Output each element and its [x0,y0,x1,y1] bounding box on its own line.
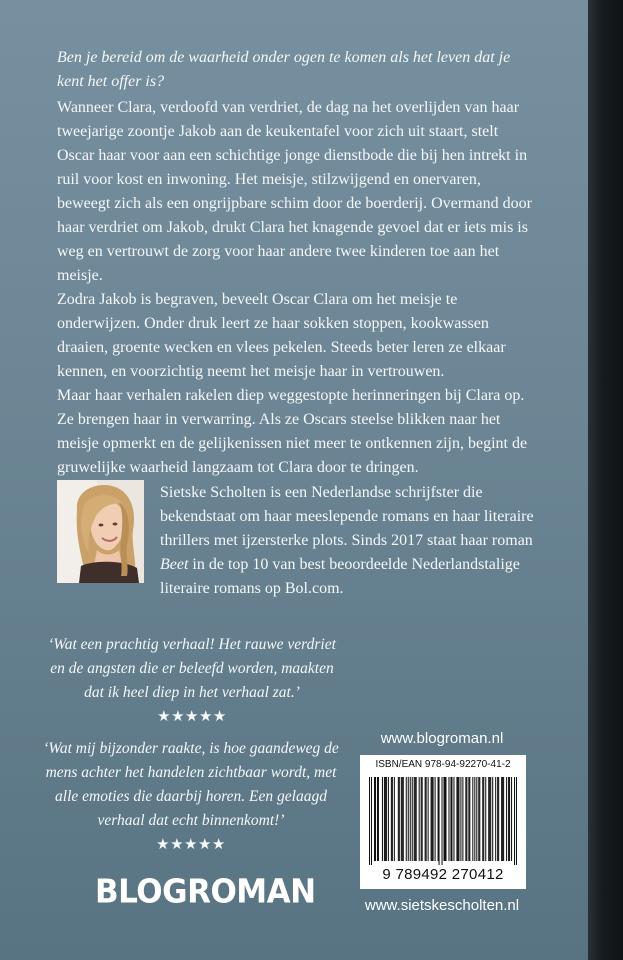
barcode-bar [492,777,493,861]
barcode-bar [369,777,370,865]
barcode-bar [483,777,484,861]
review-text: ‘Wat mij bijzonder raakte, is hoe gaandeweg de mens achter het handelen zichtbaar wordt, met alle emoties die daarbij horen. Een gelaagd verhaal dat echt binnenkomt!’ [43,740,339,829]
author-portrait-image [57,480,144,583]
barcode-bar [421,777,422,861]
book-title: Beet [160,556,189,573]
barcode-bar [399,777,400,861]
synopsis-paragraph: Zodra Jakob is begraven, beveelt Oscar Clara om het meisje te onderwijzen. Onder druk leert ze haar sokken stoppen, kookwassen draaien, groente wecken en vlees pekelen. Steeds beter leren ze elkaar kennen, en voorzichtig neemt het meisje haar in vertrouwen. [57,291,506,380]
barcode-bar [410,777,411,861]
barcode-bar [490,777,491,861]
barcode-bar [501,777,502,861]
barcode-bar [385,777,386,861]
barcode-bar [408,777,409,861]
publisher-logo: BLOGROMAN [95,873,316,911]
barcode [360,755,526,889]
barcode-bar [403,777,404,861]
barcode-bar [457,777,458,861]
barcode-bar [453,777,454,861]
barcode-bar [382,777,383,861]
barcode-bar [445,777,446,861]
barcode-bar [482,777,483,861]
barcode-bar [468,777,469,861]
barcode-bar [422,777,423,861]
barcode-bar [448,777,449,861]
barcode-bar [431,777,432,861]
author-photo [57,480,144,583]
barcode-bar [478,777,479,861]
barcode-bar [469,777,470,861]
tagline: Ben je bereid om de waarheid onder ogen te komen als het leven dat je kent het offer is? [57,49,511,90]
barcode-bar [466,777,467,861]
barcode-bar [516,777,517,865]
barcode-bar [497,777,498,861]
barcode-bar [485,777,486,861]
barcode-bar [378,777,379,861]
barcode-bar [514,777,515,865]
author-bio-text: Sietske Scholten is een Nederlandse schrijfster die bekendstaat om haar meeslepende romans en haar literaire thrillers met ijzersterke plots. Sinds 2017 staat haar roman [160,484,534,549]
barcode-bar [425,777,426,861]
author-bio-text: in de top 10 van best beoordeelde Nederlandstalige literaire romans op Bol.com. [160,556,520,597]
barcode-bar [444,777,445,861]
barcode-bar [398,777,399,861]
barcode-bar [426,777,427,861]
barcode-bar [438,777,439,861]
author-bio [160,481,538,601]
barcode-bar [401,777,402,861]
barcode-bar [391,777,392,861]
barcode-bar [474,777,475,861]
barcode-bar [458,777,459,861]
barcode-bar [412,777,413,861]
publisher-website: www.blogroman.nl [380,730,504,747]
barcode-bar [439,777,440,865]
review-text: ‘Wat een prachtig verhaal! Het rauwe verdriet en de angsten die er beleefd worden, maakten dat ik heel diep in het verhaal zat.’ [48,636,336,701]
barcode-bar [450,777,451,861]
barcode-bar [462,777,463,861]
barcode-bar [432,777,433,861]
barcode-bar [386,777,387,861]
barcode-bar [472,777,473,861]
barcode-bar [406,777,407,861]
barcode-bar [442,777,443,865]
barcode-bar [465,777,466,861]
review-quote [40,737,342,857]
barcode-bar [502,777,503,861]
book-spine-edge [588,0,623,960]
barcode-bar [511,777,512,861]
barcode-bar [503,777,504,861]
barcode-bar [388,777,389,861]
barcode-bar [433,777,434,861]
barcode-bar [414,777,415,861]
barcode-bar [508,777,509,861]
star-rating: ★★★★★ [156,837,226,853]
barcode-bar [377,777,378,861]
barcode-bar [506,777,507,861]
barcode-bar [435,777,436,861]
barcode-bar [509,777,510,861]
barcode-bar [479,777,480,861]
barcode-bar [476,777,477,861]
barcode-bar [428,777,429,861]
barcode-bar [416,777,417,861]
barcode-bar [444,777,445,861]
synopsis [57,96,535,480]
barcode-bar [374,777,375,861]
star-rating: ★★★★★ [157,709,227,725]
barcode-bar [451,777,452,861]
barcode-bar [488,777,489,861]
barcode-bar [419,777,420,861]
isbn-label: ISBN/EAN 978-94-92270-41-2 [375,759,511,770]
barcode-bars [369,777,517,865]
barcode-bar [498,777,499,861]
barcode-bar [375,777,376,861]
barcode-digits: 9 789492 270412 [382,866,504,883]
barcode-bar [392,777,393,861]
barcode-bar [489,777,490,861]
review-quote [42,633,342,729]
barcode-bar [495,777,496,861]
synopsis-paragraph: Maar haar verhalen rakelen diep weggestopte herinneringen bij Clara op. Ze brengen haar in verwarring. Als ze Oscars steelse blikken naar het meisje opmerkt en de gelijkenissen niet meer te ontkennen zijn, begint de gruwelijke waarheid langzaam tot Clara door te dringen. [57,387,528,476]
barcode-bar [402,777,403,861]
synopsis-paragraph: Wanneer Clara, verdoofd van verdriet, de dag na het overlijden van haar tweejarige zoontje Jakob aan de keukentafel voor zich uit staart, stelt Oscar haar voor aan een schichtige jonge dienstbode die bij hen intrekt in ruil voor kost en inwoning. Het meisje, stilzwijgend en onervaren, beweegt zich als een ongrijpbare schim door de boerderij. Overmand door haar verdriet om Jakob, drukt Clara het knagende gevoel dat er iets mis is weg en vertrouwt de zorg voor haar andere twee kinderen toe aan het meisje. [57,99,532,284]
barcode-bar [394,777,395,861]
author-website: www.sietskescholten.nl [364,897,520,914]
barcode-bar [371,777,372,865]
barcode-bar [460,777,461,861]
barcode-bar [456,777,457,861]
barcode-bar [384,777,385,861]
barcode-bar [415,777,416,861]
